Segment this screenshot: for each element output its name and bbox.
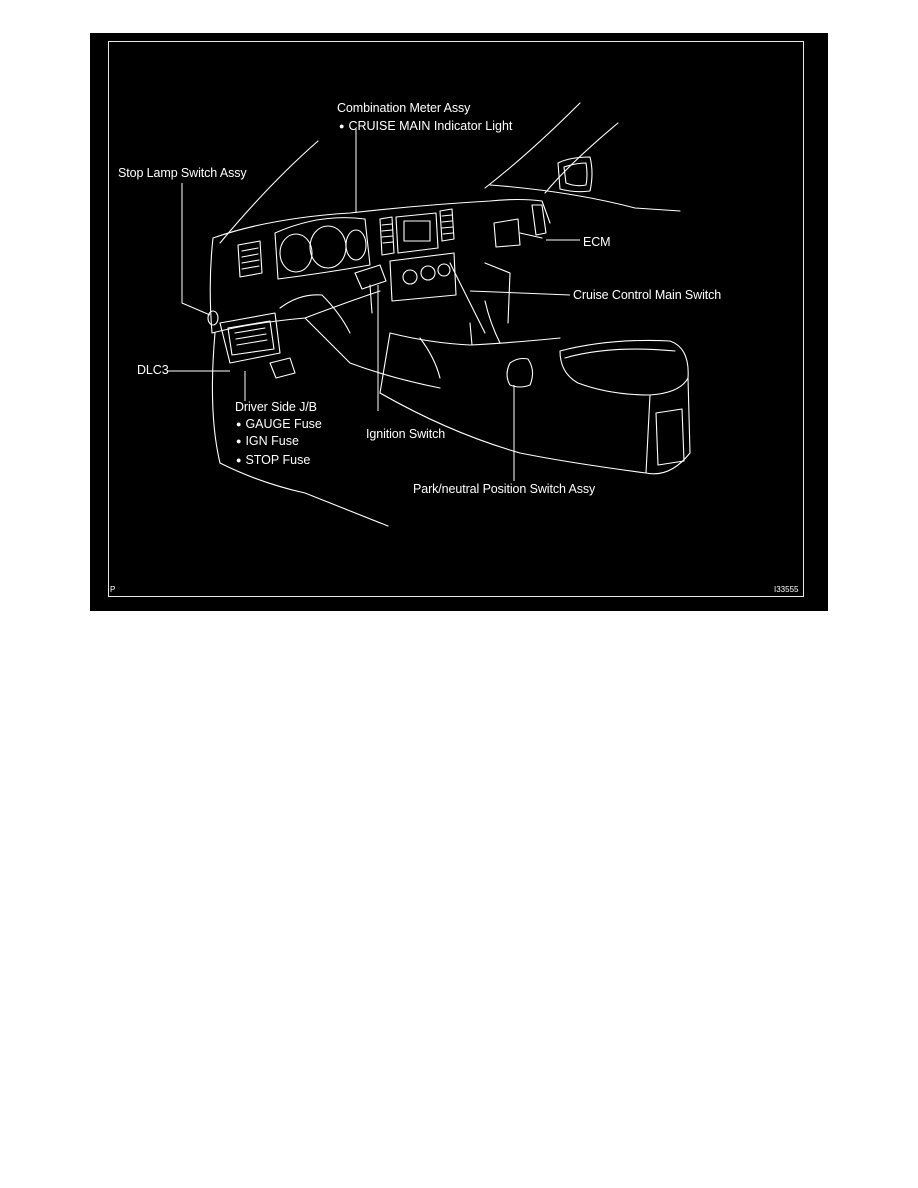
stop-lamp-switch-label: Stop Lamp Switch Assy [118,166,247,180]
cruise-main-indicator-light-label: ● CRUISE MAIN Indicator Light [339,119,512,135]
ign-fuse-label: ● IGN Fuse [236,434,299,450]
corner-mark: P [110,585,116,594]
driver-side-jb-label: Driver Side J/B [235,400,317,414]
park-neutral-switch-label: Park/neutral Position Switch Assy [413,482,596,496]
stop-fuse-label: ● STOP Fuse [236,453,310,469]
figure-id: I33555 [774,585,799,594]
ecm-label: ECM [583,235,611,249]
gauge-fuse-label: ● GAUGE Fuse [236,417,322,433]
diagram-figure [90,33,828,611]
cruise-control-main-switch-label: Cruise Control Main Switch [573,288,722,302]
dlc3-label: DLC3 [137,363,169,377]
ignition-switch-label: Ignition Switch [366,427,446,441]
combination-meter-label: Combination Meter Assy [337,101,471,115]
